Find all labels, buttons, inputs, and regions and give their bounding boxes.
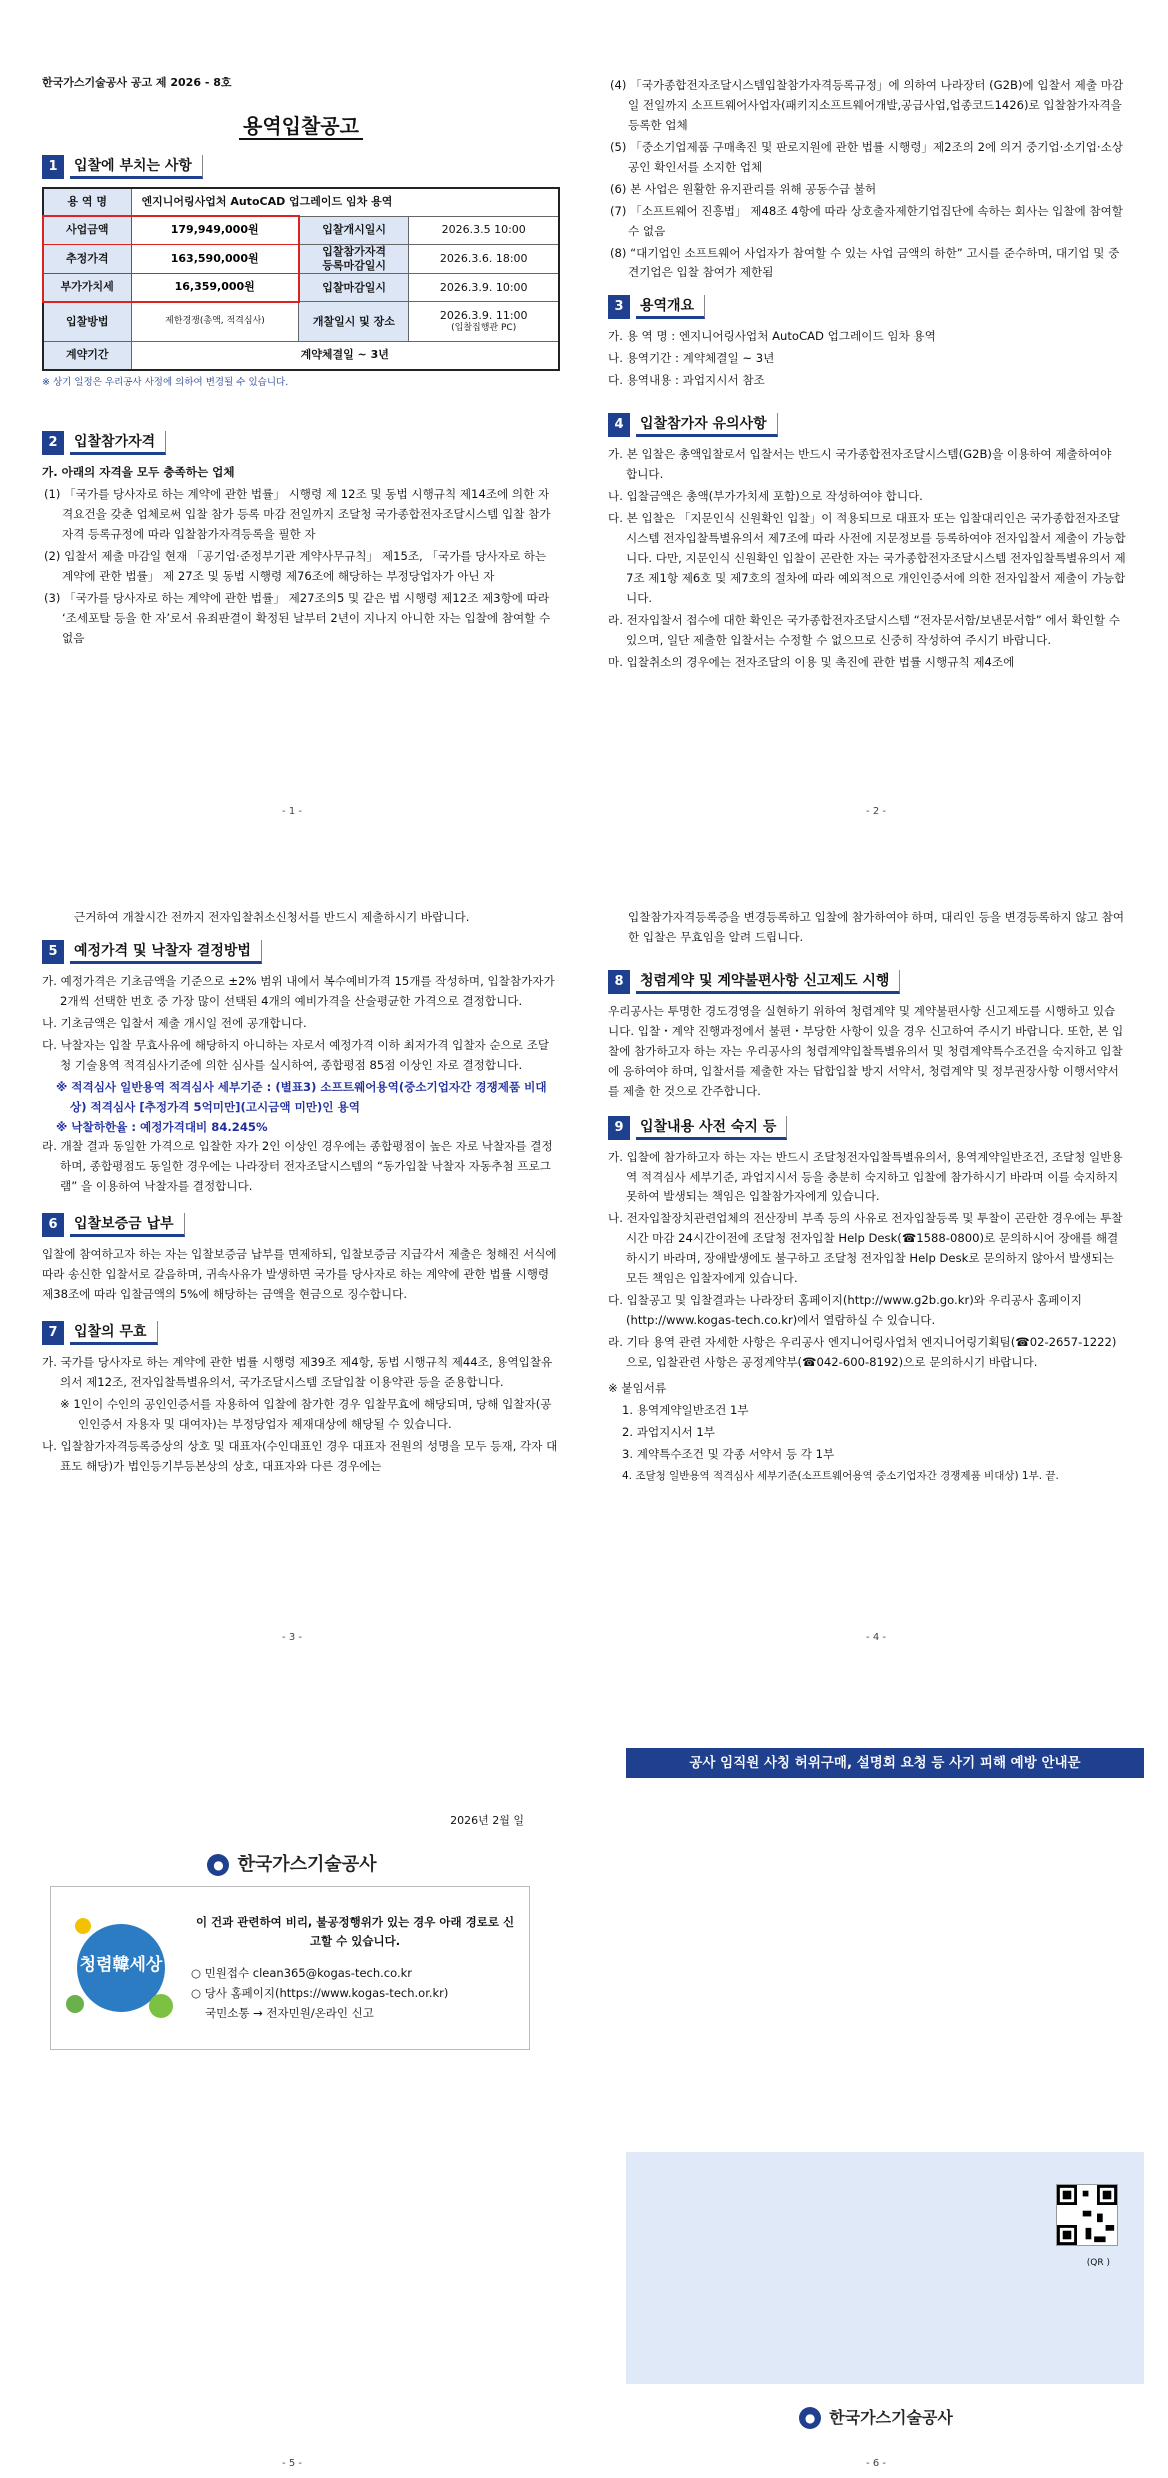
report-channel-email: ○ 민원접수 clean365@kogas-tech.co.kr <box>191 1966 412 1981</box>
notice-item: 마. 입찰취소의 경우에는 전자조달의 이용 및 촉진에 관한 법률 시행규칙 제4조에 <box>608 654 1015 669</box>
page-number: - 3 - <box>282 1631 302 1643</box>
page-1 <box>0 0 584 826</box>
page-number: - 6 - <box>866 2457 886 2469</box>
qr-caption: (QR ) <box>1086 2258 1110 2268</box>
invalid-note: ※ 1인이 수인의 공인인증서를 자용하여 입찰에 참가한 경우 입찰무효에 해당되며, 당해 입찰자(공인인증서 자용자 및 대여자)는 부정당업자 제재대상에 해당될 수 있습니다. <box>60 1396 552 1431</box>
prior-knowledge-item: 나. 전자입찰장치관련업체의 전산장비 부족 등의 사유로 전자입찰등록 및 투찰이 곤란한 경우에는 투찰시간 마감 24시간이전에 조달청 전자입찰 Help Desk(☎1588-0800)로 문의하시어 장애를 해결하시기 바라며, 장애발생에도 불구하고 조달청 전자입찰 Help Desk로 문의하지 않아서 발생되는 모든 책임은 입찰자에게 있습니다. <box>608 1211 1123 1286</box>
fraud-warning-title: 공사 임직원 사칭 허위구매, 설명회 요청 등 사기 피해 예방 안내문 <box>626 1748 1144 1778</box>
logo-mark-icon: ● <box>799 2407 821 2429</box>
company-logo: ● 한국가스기술공사 <box>0 1850 584 1881</box>
notice-item: 라. 전자입찰서 접수에 대한 확인은 국가종합전자조달시스템 “전자문서함/보낸문서함” 에서 확인할 수 있으며, 일단 제출한 입찰서는 수정할 수 없으므로 신중히 작성하여 주시기 바랍니다. <box>608 612 1120 647</box>
budget-label: 사업금액 <box>43 216 131 244</box>
estimate-value: 163,590,000원 <box>131 244 299 274</box>
page-2 <box>584 0 1168 826</box>
notice-item: 다. 본 입찰은 「지문인식 신원확인 입찰」이 적용되므로 대표자 또는 입찰대리인은 국가종합전자조달시스템 전자입찰특별유의서 제7조에 따라 사전에 지문정보를 등록하여야 전자입찰서 제출이 가능합니다. 다만, 지문인식 신원확인 입찰이 곤란한 자는 국가종합전자조달시스템 전자입찰특별유의서 제7조 제1항 제6호 및 제7호의 절차에 따라 예외적으로 개인인증서에 의한 전자입찰서 제출이 가능합니다. <box>608 511 1126 605</box>
page-3 <box>0 826 584 1652</box>
page-6 <box>584 1652 1168 2478</box>
section-2-heading: 2 입찰참가자격 <box>42 431 560 455</box>
svg-text:청렴韓세상: 청렴韓세상 <box>79 1955 163 1975</box>
attachment-item: 2. 과업지시서 1부 <box>622 1424 716 1439</box>
bid-info-table <box>42 187 560 371</box>
report-channel-web[interactable]: ○ 당사 홈페이지(https://www.kogas-tech.or.kr) <box>191 1985 449 2000</box>
section-4-heading: 4 입찰참가자 유의사항 <box>608 413 1126 437</box>
page-4 <box>584 826 1168 1652</box>
qualification-item: (2) 입찰서 제출 마감일 현재 「공기업·준정부기관 계약사무규칙」 제15조, 「국가를 당사자로 하는 계약에 관한 법률」 제 27조 및 동법 시행령 제76조에 해당하는 부정당업자가 아닌 자 <box>44 548 547 583</box>
opening-value: 2026.3.9. 11:00 (입찰집행관 PC) <box>409 302 559 342</box>
price-item: 다. 낙찰자는 입찰 무효사유에 해당하지 아니하는 자로서 예정가격 이하 최저가격 입찰자 순으로 조달청 기술용역 적격심사기준에 의한 심사를 실시하여, 종합평점 85점 이상인 자로 결정합니다. <box>42 1037 550 1072</box>
attachment-item: 3. 계약특수조건 및 각종 서약서 등 각 1부 <box>622 1446 835 1461</box>
prior-knowledge-item: 라. 기타 용역 관련 자세한 사항은 우리공사 엔지니어링사업처 엔지니어링기획팀(☎02-2657-1222)으로, 입찰관련 사항은 공정계약부(☎042-600-8192)으로 문의하시기 바랍니다. <box>608 1335 1117 1369</box>
vat-value: 16,359,000원 <box>131 274 299 302</box>
page-number: - 1 - <box>282 805 302 817</box>
section-3-heading: 3 용역개요 <box>608 295 1126 319</box>
service-name-label: 용 역 명 <box>43 188 131 216</box>
section-7-heading: 7 입찰의 무효 <box>42 1321 560 1345</box>
lower-limit-note: ※ 낙찰하한율 : 예정가격대비 84.245% <box>56 1119 268 1134</box>
price-item: 가. 예정가격은 기초금액을 기준으로 ±2% 범위 내에서 복수예비가격 15개를 작성하며, 입찰참가자가 2개씩 선택한 번호 중 가장 많이 선택된 4개의 예비가격을 산술평균한 가격으로 결정합니다. <box>42 973 555 1008</box>
overview-line: 나. 용역기간 : 계약체결일 ~ 3년 <box>608 351 775 366</box>
invalid-item: 가. 국가를 당사자로 하는 계약에 관한 법률 시행령 제39조 제4항, 동법 시행규칙 제44조, 용역입찰유의서 제12조, 전자입찰특별유의서, 국가조달시스템 조달입찰 이용약관 등을 준용합니다. <box>42 1355 553 1389</box>
fraud-info-box <box>626 2152 1144 2384</box>
page-title: 용역입찰공고 <box>42 109 560 143</box>
qualification-item: (4) 「국가종합전자조달시스템입찰참가자격등록규정」에 의하여 나라장터 (G2B)에 입찰서 제출 마감일 전일까지 소프트웨어사업자(패키지소프트웨어개발,공급사업,업종코드1426)로 입찰참가자격을 등록한 업체 <box>610 78 1124 132</box>
report-box <box>50 1886 530 2050</box>
clean-world-logo-icon <box>61 1908 181 2028</box>
notice-number: 한국가스기술공사 공고 제 2026 - 8호 <box>42 76 232 89</box>
bid-close-label: 입찰마감일시 <box>299 274 409 302</box>
report-channel-online: 국민소통 → 전자민원/온라인 신고 <box>205 2005 374 2020</box>
bid-close-value: 2026.3.9. 10:00 <box>409 274 559 302</box>
attachment-item: 4. 조달청 일반용역 적격심사 세부기준(소프트웨어용역 중소기업자간 경쟁제품 비대상) 1부. 끝. <box>622 1469 1059 1482</box>
deposit-text: 입찰에 참여하고자 하는 자는 입찰보증금 납부를 면제하되, 입찰보증금 지급각서 제출은 청해진 서식에 따라 송신한 입찰서로 갈음하며, 귀속사유가 발생하면 국가를 당사자로 하는 계약에 관한 법률 시행령 제38조에 따라 입찰금액의 5%에 해당하는 금액을 현금으로 징수합니다. <box>42 1247 557 1302</box>
section-1-heading: 1 입찰에 부치는 사항 <box>42 155 560 179</box>
prior-knowledge-item: 가. 입찰에 참가하고자 하는 자는 반드시 조달청전자입찰특별유의서, 용역계약일반조건, 조달청 일반용역 적격심사 세부기준, 과업지시서 등을 충분히 숙지하고 입찰에 참가하시기 바라며 이를 숙지하지 못하여 발생되는 책임은 입찰참가자에게 있습니다. <box>608 1149 1123 1204</box>
qualification-item: (3) 「국가를 당사자로 하는 계약에 관한 법률」 제27조의5 및 같은 법 시행령 제12조 제3항에 따라 ‘조세포탈 등을 한 자’로서 유죄판결이 확정된 날부터 2년이 지나지 아니한 자는 입찰에 참여할 수 없음 <box>44 590 551 645</box>
section-6-heading: 6 입찰보증금 납부 <box>42 1213 560 1237</box>
page-number: - 4 - <box>866 1631 886 1643</box>
registration-deadline-value: 2026.3.6. 18:00 <box>409 244 559 274</box>
attachment-item: 1. 용역계약일반조건 1부 <box>622 1402 749 1417</box>
continued-text: 근거하여 개찰시간 전까지 전자입찰취소신청서를 반드시 제출하시기 바랍니다. <box>74 910 470 924</box>
continued-text: 입찰참가자격등록증을 변경등록하고 입찰에 참가하여야 하며, 대리인 등을 변경등록하지 않고 참여한 입찰은 무효임을 알려 드립니다. <box>628 910 1125 944</box>
bid-method-value: 제한경쟁(총액, 적격심사) <box>131 302 299 342</box>
screening-note: ※ 적격심사 일반용역 적격심사 세부기준 : (별표3) 소프트웨어용역(중소기업자간 경쟁제품 비대상) 적격심사 [추정가격 5억미만](고시금액 미만)인 용역 <box>56 1079 547 1114</box>
integrity-text: 우리공사는 투명한 경도경영을 실현하기 위하여 청렴계약 및 계약불편사항 신고제도를 시행하고 있습니다. 입찰・계약 진행과정에서 불편・부당한 사항이 있을 경우 신고하여 주시기 바랍니다. 또한, 본 입찰에 참가하고자 하는 자는 우리공사의 청렴계약입찰특별유의서 및 청렴계약특수조건을 숙지하고 입찰에 응하여야 하며, 입찰서를 제출한 자는 답합입찰 방지 서약서, 청렴계약 및 정부권장사항 이행서약서를 제출 한 것으로 간주합니다. <box>608 1003 1124 1098</box>
opening-label: 개찰일시 및 장소 <box>299 302 409 342</box>
price-item: 라. 개찰 결과 동일한 가격으로 입찰한 자가 2인 이상인 경우에는 종합평점이 높은 자로 낙찰자를 결정하며, 종합평점도 동일한 경우에는 나라장터 전자조달시스템의 “동가입찰 낙찰자 자동추첨 프로그램” 을 이용하여 낙찰자를 결정합니다. <box>42 1139 553 1194</box>
company-logo: ● 한국가스기술공사 <box>584 2404 1168 2432</box>
invalid-item: 나. 입찰참가자격등록증상의 상호 및 대표자(수인대표인 경우 대표자 전원의 성명을 모두 등재, 각자 대표도 해당)가 법인등기부등본상의 상호, 대표자와 다른 경우에는 <box>42 1438 558 1473</box>
section-5-heading: 5 예정가격 및 낙찰자 결정방법 <box>42 940 560 964</box>
estimate-label: 추정가격 <box>43 244 131 274</box>
qualification-item: (1) 「국가를 당사자로 하는 계약에 관한 법률」 시행령 제 12조 및 동법 시행규칙 제14조에 의한 자격요건을 갖춘 업체로써 입찰 참가 등록 마감 전일까지 조달청 국가종합전자조달시스템 입찰 참가자격 등록규정에 따라 입찰참가자격등록을 필한 자 <box>44 487 551 542</box>
notice-item: 가. 본 입찰은 총액입찰로서 입찰서는 반드시 국가종합전자조달시스템(G2B)을 이용하여 제출하여야 합니다. <box>608 447 1112 482</box>
service-name: 엔지니어링사업처 AutoCAD 업그레이드 임차 용역 <box>131 188 559 216</box>
bid-method-label: 입찰방법 <box>43 302 131 342</box>
qualification-item: (6) 본 사업은 원활한 유지관리를 위해 공동수급 불허 <box>610 181 877 196</box>
vat-label: 부가가치세 <box>43 274 131 302</box>
overview-line: 다. 용역내용 : 과업지시서 참조 <box>608 373 765 388</box>
qualification-item: (5) 「중소기업제품 구매촉진 및 판로지원에 관한 법률 시행령」제2조의 2에 의거 중기업·소기업·소상공인 확인서를 소지한 업체 <box>610 139 1123 174</box>
schedule-note: ※ 상기 일정은 우리공사 사정에 의하여 변경될 수 있습니다. <box>42 376 289 388</box>
qr-code-icon[interactable] <box>1056 2184 1118 2246</box>
qualification-item: (8) “대기업인 소프트웨어 사업자가 참여할 수 있는 사업 금액의 하한” 고시를 준수하며, 대기업 및 중견기업은 입찰 참여가 제한됨 <box>610 245 1120 280</box>
qualification-heading: 가. 아래의 자격을 모두 충족하는 업체 <box>42 465 235 480</box>
report-info <box>181 1913 529 2024</box>
contract-period-label: 계약기간 <box>43 342 131 370</box>
page-number: - 2 - <box>866 805 886 817</box>
overview-line: 가. 용 역 명 : 엔지니어링사업처 AutoCAD 업그레이드 임차 용역 <box>608 329 936 344</box>
budget-value: 179,949,000원 <box>131 216 299 244</box>
logo-mark-icon: ● <box>207 1854 229 1876</box>
contract-period-value: 계약체결일 ~ 3년 <box>131 342 559 370</box>
price-item: 나. 기초금액은 입찰서 제출 개시일 전에 공개합니다. <box>42 1015 307 1030</box>
registration-deadline-label: 입찰참가자격 등록마감일시 <box>299 244 409 274</box>
bid-open-value: 2026.3.5 10:00 <box>409 216 559 244</box>
notice-item: 나. 입찰금액은 총액(부가가치세 포함)으로 작성하여야 합니다. <box>608 489 923 504</box>
qualification-item: (7) 「소프트웨어 진흥법」 제48조 4항에 따라 상호출자제한기업집단에 속하는 회사는 입찰에 참여할 수 없음 <box>610 203 1123 238</box>
page-number: - 5 - <box>282 2457 302 2469</box>
attachments-heading: ※ 붙임서류 <box>608 1380 667 1395</box>
bid-open-label: 입찰개시일시 <box>299 216 409 244</box>
section-9-heading: 9 입찰내용 사전 숙지 등 <box>608 1116 1126 1140</box>
prior-knowledge-item: 다. 입찰공고 및 입찰결과는 나라장터 홈페이지(http://www.g2b.go.kr)와 우리공사 홈페이지(http://www.kogas-tech.co.kr)에서 열람하실 수 있습니다. <box>608 1293 1082 1328</box>
report-intro: 이 건과 관련하여 비리, 불공정행위가 있는 경우 아래 경로로 신고할 수 있습니다. <box>195 1914 515 1949</box>
notice-date: 2026년 2월 일 <box>450 1814 524 1827</box>
page-5 <box>0 1652 584 2478</box>
section-8-heading: 8 청렴계약 및 계약불편사항 신고제도 시행 <box>608 970 1126 994</box>
